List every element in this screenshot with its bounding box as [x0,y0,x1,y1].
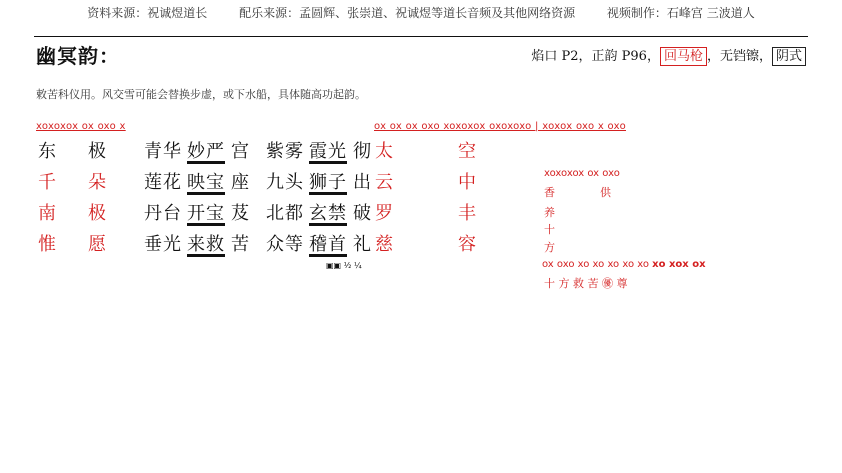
verse-3-c2: 极 [88,203,107,224]
side-char-fang: 方 [544,241,555,254]
verse-2-c1: 千 [38,172,57,193]
header-rule [34,36,808,37]
verse-2-b: 座 [231,172,250,193]
verse-2-c2: 朵 [88,172,107,193]
side-mark-1: xoxoxox ox oxo [544,168,620,179]
verse-4-c2: 愿 [88,234,107,255]
verse-4-e: 礼 [353,234,372,255]
verse-4-d: 众等 [266,234,304,255]
rhythm-mark-left: xoxoxox ox oxo x [36,121,126,132]
side-mark-2a: ox oxo xo xo xo xo xo [542,259,649,270]
music-credit: 配乐来源：孟圆辉、张崇道、祝诚煜等道长音频及其他网络资源 [239,6,576,20]
verse-3-a: 丹台 [144,203,182,224]
rhythm-mark-right: ox ox ox oxo xoxoxox oxoxoxo | xoxox oxo x oxo [374,121,626,132]
video-credit: 视频制作：石峰宫 三波道人 [606,6,755,20]
verse-4-a: 垂光 [144,234,182,255]
verse-1-c1: 东 [38,141,57,162]
info-line [531,45,806,64]
verse-3-g: 丰 [458,203,477,224]
verse-2-e: 出 [353,172,372,193]
verse-1-u2: 霞光 [309,141,347,162]
verse-3-f: 罗 [375,203,394,224]
side-char-yang: 养 [544,206,555,219]
verse-4-g: 容 [458,234,477,255]
verse-4-f: 慈 [375,234,394,255]
verse-2-g: 中 [458,172,477,193]
verse-2-d: 九头 [266,172,304,193]
verse-1-g: 空 [458,141,477,162]
verse-3-b: 芨 [231,203,250,224]
verse-1-e: 彻 [353,141,372,162]
verse-1-b: 宫 [231,141,250,162]
verse-4-u2: 稽首 [309,234,347,255]
verse-1-d: 紫雾 [266,141,304,162]
verse-1-u1: 妙严 [187,141,225,162]
verse-3-c1: 南 [38,203,57,224]
verse-2-a: 莲花 [144,172,182,193]
usage-note: 敕苦科仪用。风交雪可能会替换步虚，或下水船，具体随高功起韵。 [36,88,366,101]
verse-4-c1: 惟 [38,234,57,255]
verse-3-e: 破 [353,203,372,224]
side-char-shi: 十 [544,223,555,236]
verse-4-b: 苦 [231,234,250,255]
side-char-xiang: 香 [544,186,555,199]
tag-huimaqiang: 回马枪 [660,47,707,66]
page-title: 幽冥韵： [36,44,120,68]
side-mark-2b: xo xox ox [652,259,706,270]
source-credit: 资料来源：祝诚煜道长 [87,6,208,20]
header-credits [36,4,806,21]
verse-3-d: 北都 [266,203,304,224]
verse-4-u1: 来救 [187,234,225,255]
verse-3-u1: 开宝 [187,203,225,224]
verse-2-f: 云 [375,172,394,193]
verse-2-u1: 映宝 [187,172,225,193]
info-sep: ，无铛镲， [706,49,772,64]
small-mark: ▣▣ ½ ¼ [326,261,362,270]
verse-1-c2: 极 [88,141,107,162]
side-char-gong: 供 [600,186,611,199]
side-mark-2 [542,259,706,270]
verse-1-a: 青华 [144,141,182,162]
side-bottom-line: 十 方 救 苦 ㊝ 尊 [544,277,628,290]
tag-yinshi: 阴式 [772,47,806,66]
page-refs: 焰口 P2，正韵 P96， [531,49,660,64]
verse-1-f: 太 [375,141,394,162]
verse-2-u2: 狮子 [309,172,347,193]
verse-3-u2: 玄禁 [309,203,347,224]
